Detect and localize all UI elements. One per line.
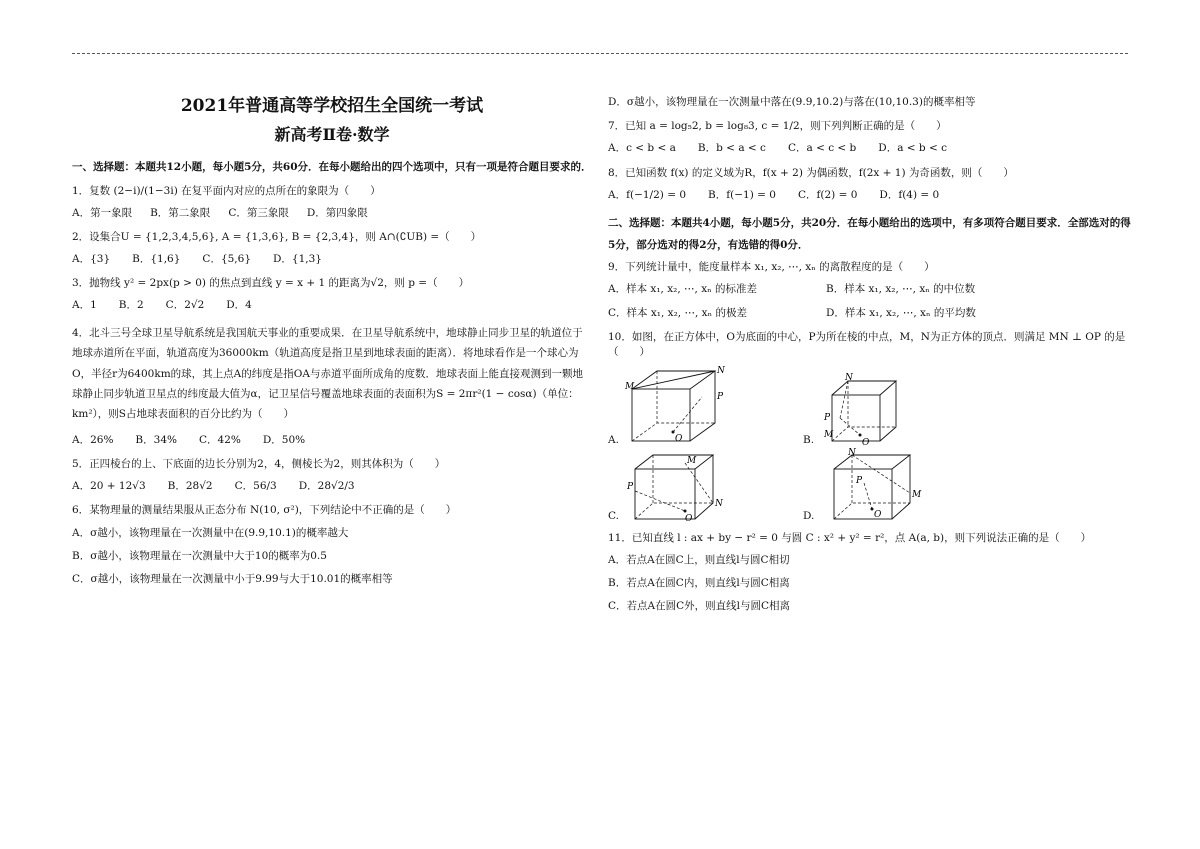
q10-figures-row1 (608, 367, 1136, 447)
q8-option-c: C．f(2) = 0 (797, 188, 858, 201)
page-title: 2021年普通高等学校招生全国统一考试 (180, 96, 484, 116)
section1-heading: 一、选择题：本题共12小题，每小题5分，共60分．在每小题给出的四个选项中，只有一项是符合题目要求的． (72, 160, 592, 173)
q11-option-a: A．若点A在圆C上，则直线l与圆C相切 (608, 553, 790, 566)
q10-figure-b (803, 372, 998, 448)
cube-diagram-b (822, 372, 902, 448)
q10-stem: 10．如图，在正方体中，O为底面的中心，P为所在棱的中点，M，N为正方体的顶点．则满足 MN ⊥ OP 的是（ ） (608, 331, 1126, 358)
q10-figures-row2 (608, 447, 1136, 524)
q10-figure-d (803, 447, 998, 523)
q7-option-c: C．a < c < b (787, 142, 857, 155)
point-label-p: P (627, 481, 634, 492)
page-subtitle: 新高考Ⅱ卷·数学 (274, 124, 390, 144)
q5-option-b: B．28√2 (167, 480, 213, 493)
point-label-m: M (687, 455, 697, 466)
point-label-n: N (848, 447, 857, 458)
q10-label-d: D. (803, 509, 815, 522)
cube-diagram-c (627, 451, 727, 523)
q5-option-c: C．56/3 (234, 480, 277, 493)
point-label-p: P (716, 391, 723, 402)
q11-option-c: C．若点A在圆C外，则直线l与圆C相离 (608, 600, 791, 613)
q7-option-b: B．b < a < c (697, 142, 766, 155)
q6-option-a: A．σ越小，该物理量在一次测量中在(9.9,10.1)的概率越大 (72, 526, 349, 539)
q8-stem: 8．已知函数 f(x) 的定义域为R，f(x + 2) 为偶函数，f(2x + 1) 为奇函数，则（ ） (608, 166, 1014, 179)
q2-options (72, 252, 592, 266)
point-label-n: N (715, 498, 723, 509)
q10-label-a: A. (608, 433, 619, 446)
point-label-m: M (824, 429, 834, 440)
point-label-o: O (874, 509, 882, 520)
q2-option-d: D．{1,3} (273, 253, 322, 266)
q5-option-a: A．20 + 12√3 (72, 480, 146, 493)
q7-options (608, 141, 1136, 155)
cube-diagram-a (624, 365, 727, 447)
q6-option-d: D．σ越小，该物理量在一次测量中落在(9.9,10.2)与落在(10,10.3)的概率相等 (608, 96, 976, 108)
q11-stem: 11．已知直线 l : ax + by − r² = 0 与圆 C : x² + y² = r²，点 A(a, b)，则下列说法正确的是（ ） (608, 531, 1092, 544)
q2-stem: 2．设集合U = {1,2,3,4,5,6}, A = {1,3,6}, B = {2,3,4}，则 A∩(∁UB) =（ ） (72, 230, 482, 243)
q5-stem: 5．正四棱台的上、下底面的边长分别为2，4，侧棱长为2，则其体积为（ ） (72, 458, 446, 471)
q8-option-d: D．f(4) = 0 (879, 188, 940, 201)
point-label-o: O (685, 513, 693, 524)
q2-option-a: A．{3} (72, 253, 111, 266)
q1-options (72, 206, 592, 220)
q8-option-a: A．f(−1/2) = 0 (608, 188, 687, 201)
q7-option-a: A．c < b < a (608, 142, 676, 155)
point-label-m: M (912, 489, 922, 500)
q4-option-c: C．42% (198, 433, 241, 446)
right-column (608, 95, 1136, 623)
q4-option-d: D．50% (262, 433, 306, 446)
q3-option-b: B．2 (118, 299, 144, 312)
point-label-o: O (674, 433, 683, 444)
q3-options (72, 298, 592, 312)
q1-option-d: D．第四象限 (306, 206, 368, 219)
q11-option-b: B．若点A在圆C内，则直线l与圆C相离 (608, 577, 790, 590)
cube-diagram-d (822, 447, 922, 523)
q2-option-c: C．{5,6} (202, 253, 251, 266)
q10-figure-a (608, 367, 803, 447)
q6-option-b: B．σ越小，该物理量在一次测量中大于10的概率为0.5 (72, 549, 327, 562)
point-label-p: P (824, 412, 831, 423)
q7-stem: 7．已知 a = log₅2, b = log₈3, c = 1/2，则下列判断正确的是（ ） (608, 120, 947, 133)
q9-option-b: B．样本 x₁, x₂, ⋯, xₙ 的中位数 (826, 283, 976, 296)
point-label-o: O (862, 437, 870, 448)
q10-label-c: C. (608, 509, 619, 522)
q2-option-b: B．{1,6} (132, 253, 181, 266)
point-label-n: N (716, 365, 725, 376)
q4-stem: 4．北斗三号全球卫星导航系统是我国航天事业的重要成果．在卫星导航系统中，地球静止同步卫星的轨道位于地球赤道所在平面，轨道高度为36000km（轨道高度是指卫星到地球表面的距离）．将地球看作是一个球心为O，半径r为6400km的球，其上点A的纬度是指OA与赤道平面所成角的度数．地球表面上能直接观测到一颗地球静止同步轨道卫星点的纬度最大值为α，记卫星信号覆盖地球表面的表面积为S = 2πr²(1 − cosα)（单位：km²），则S占地球表面积的百分比约为（ ） (72, 326, 583, 421)
q9-option-a: A．样本 x₁, x₂, ⋯, xₙ 的标准差 (608, 283, 758, 296)
q1-option-c: C．第三象限 (228, 206, 289, 219)
q1-stem: 1．复数 (2−i)/(1−3i) 在复平面内对应的点所在的象限为（ ） (72, 184, 381, 197)
q3-option-a: A．1 (72, 299, 97, 312)
q9-option-d: D．样本 x₁, x₂, ⋯, xₙ 的平均数 (826, 307, 976, 320)
q6-option-c: C．σ越小，该物理量在一次测量中小于9.99与大于10.01的概率相等 (72, 572, 393, 585)
q10-label-b: B. (803, 433, 815, 446)
q6-stem: 6．某物理量的测量结果服从正态分布 N(10, σ²)，下列结论中不正确的是（ ） (72, 504, 457, 517)
q9-option-c: C．样本 x₁, x₂, ⋯, xₙ 的极差 (608, 307, 747, 320)
q3-stem: 3．抛物线 y² = 2px(p > 0) 的焦点到直线 y = x + 1 的距离为√2，则 p =（ ） (72, 277, 470, 290)
left-column (72, 95, 592, 595)
top-divider (72, 53, 1128, 54)
q4-option-b: B．34% (135, 433, 177, 446)
q1-option-b: B．第二象限 (150, 206, 211, 219)
q10-figure-c (608, 451, 803, 523)
q7-option-d: D．a < b < c (878, 142, 948, 155)
q5-options (72, 479, 592, 493)
q4-options (72, 433, 592, 447)
point-label-n: N (845, 372, 853, 383)
q9-options-row1 (608, 282, 1136, 296)
point-label-p: P (856, 475, 863, 486)
q8-option-b: B．f(−1) = 0 (708, 188, 776, 201)
q9-stem: 9．下列统计量中，能度量样本 x₁, x₂, ⋯, xₙ 的离散程度的是（ ） (608, 260, 935, 273)
q3-option-c: C．2√2 (165, 299, 205, 312)
q3-option-d: D．4 (226, 299, 252, 312)
q4-option-a: A．26% (72, 433, 114, 446)
section2-heading: 二、选择题：本题共4小题，每小题5分，共20分．在每小题给出的选项中，有多项符合题目要求．全部选对的得5分，部分选对的得2分，有选错的得0分． (608, 216, 1131, 251)
point-label-m: M (624, 381, 635, 392)
q5-option-d: D．28√2/3 (298, 480, 355, 493)
q8-options (608, 188, 1136, 202)
q9-options-row2 (608, 306, 1136, 320)
q1-option-a: A．第一象限 (72, 206, 133, 219)
